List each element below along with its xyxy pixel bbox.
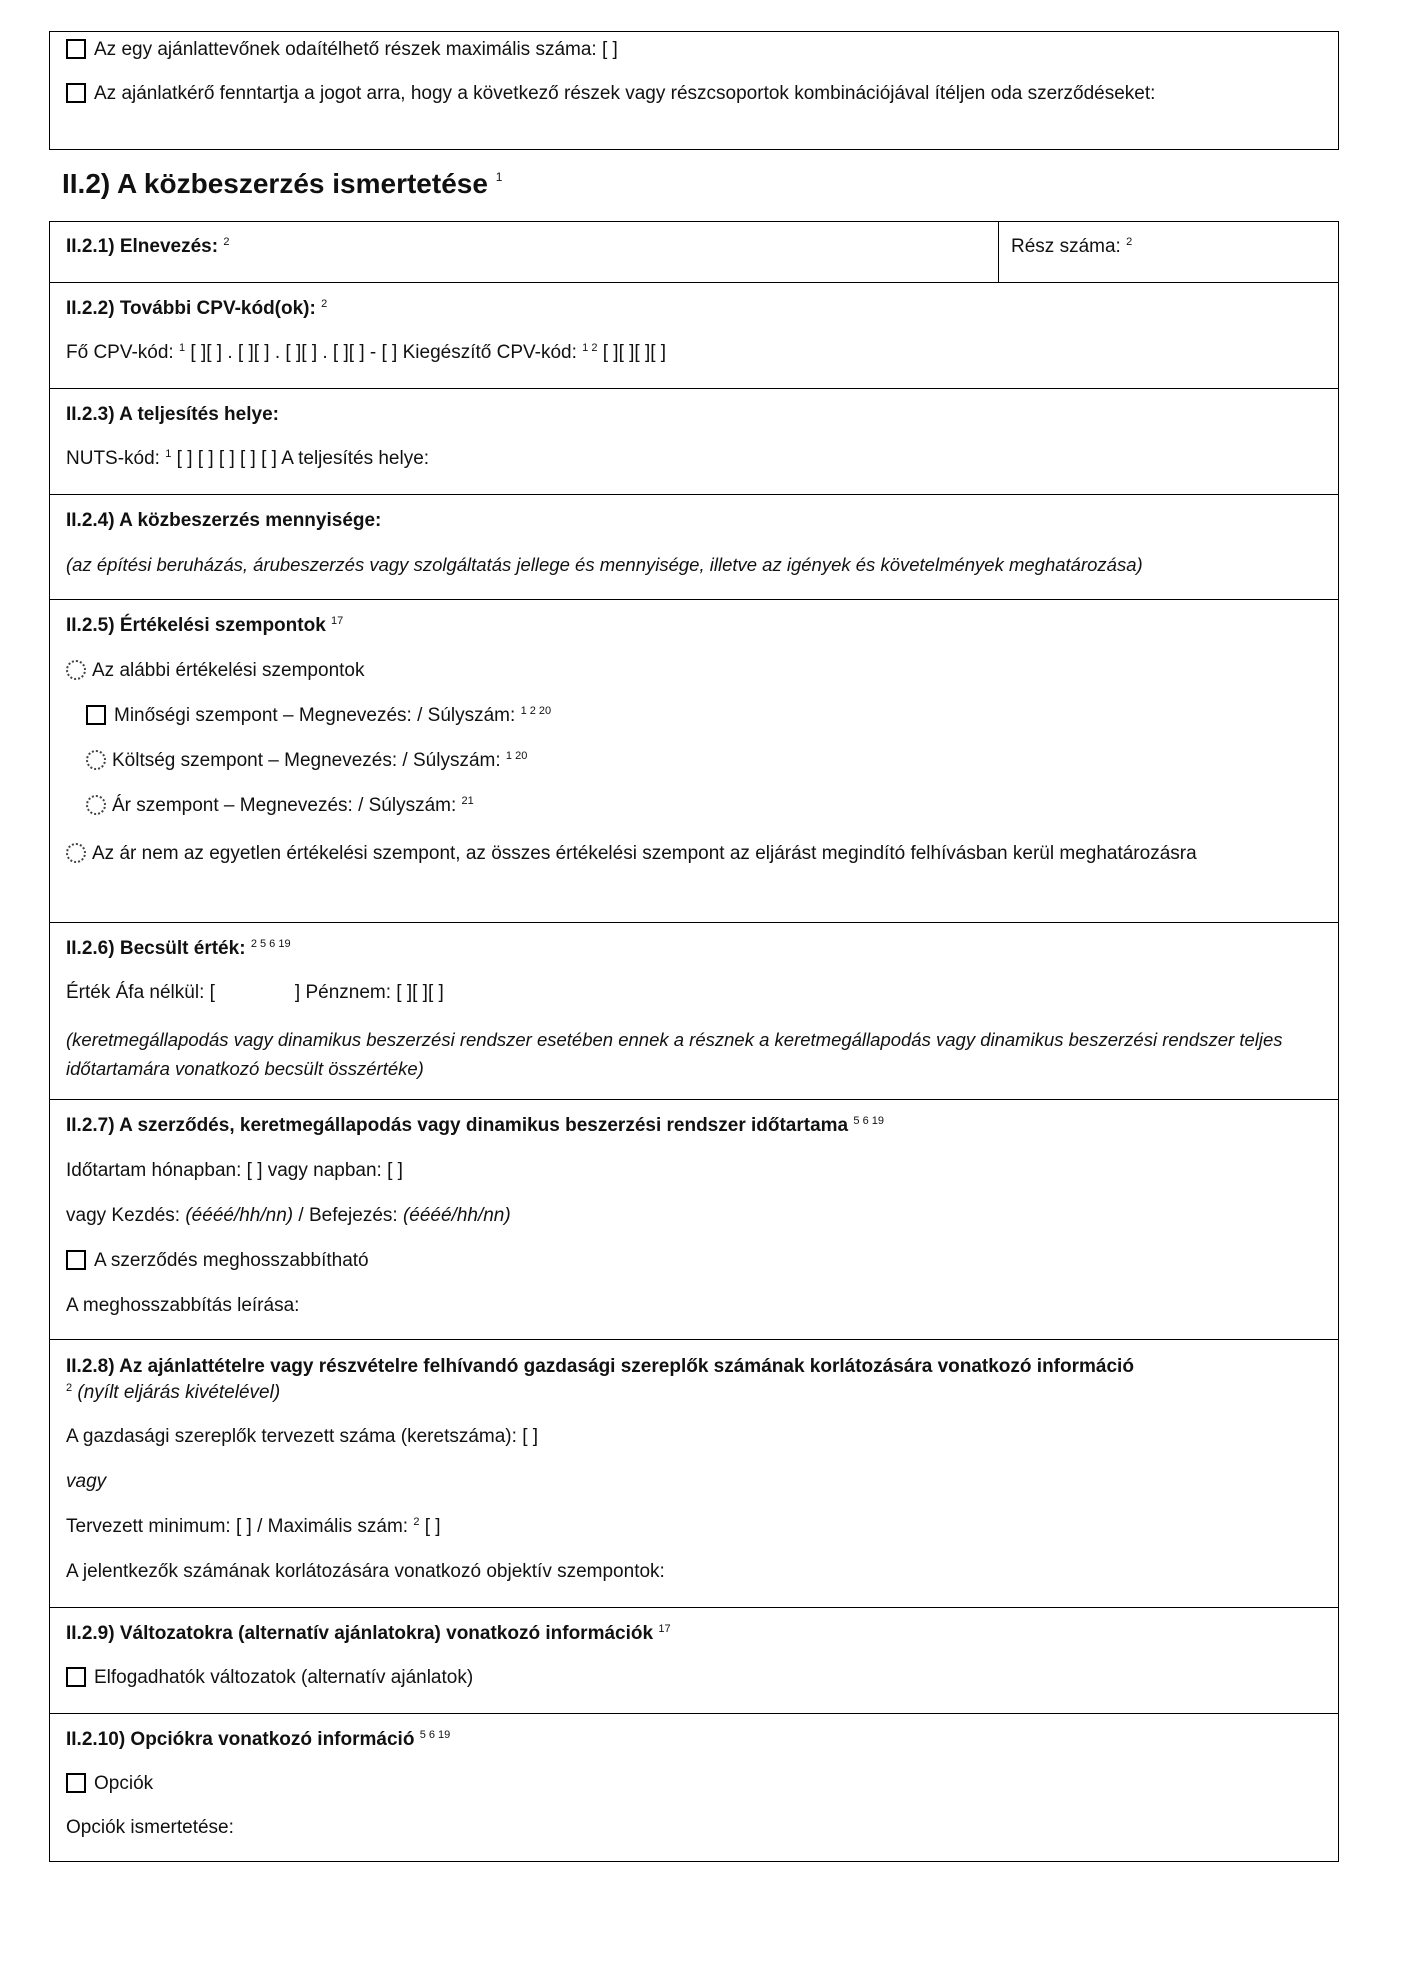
s2-title: II.2.2) További CPV-kód(ok):: [66, 298, 316, 319]
renewable-label: A szerződés meghosszabbítható: [94, 1250, 369, 1271]
price-sup: 21: [461, 795, 474, 807]
s3-title-row: [66, 403, 1326, 427]
planned-row: A gazdasági szereplők tervezett száma (keretszáma): [ ]: [66, 1426, 539, 1447]
price-label: Ár szempont – Megnevezés: / Súlyszám:: [112, 795, 457, 816]
alternatives-checkbox[interactable]: [66, 1667, 86, 1687]
top-box: [49, 31, 1339, 150]
s5-sup: 17: [331, 615, 344, 627]
renewable-checkbox[interactable]: [66, 1250, 86, 1270]
price-not-only-row: [66, 839, 1326, 868]
s8-note: (nyílt eljárás kivételével): [77, 1382, 281, 1403]
alternatives-label: Elfogadhatók változatok (alternatív ajánlatok): [94, 1667, 474, 1688]
nuts-row: [66, 447, 1326, 471]
options-label: Opciók: [94, 1773, 154, 1794]
section-2-2-5: [50, 599, 1338, 922]
s3-title: II.2.3) A teljesítés helye:: [66, 404, 279, 425]
title-cell: [50, 222, 999, 282]
criteria-below-radio[interactable]: [66, 660, 86, 680]
s2-title-row: [66, 297, 1326, 321]
price-not-only-label: Az ár nem az egyetlen értékelési szempont, az összes értékelési szempont az eljárást megindító felhívásban kerül meghatározásra: [92, 843, 1197, 864]
start-format: (éééé/hh/nn): [185, 1205, 294, 1226]
s4-title-row: [66, 509, 1326, 533]
s6-title-row: [66, 937, 1326, 961]
reserve-right-text: Az ajánlatkérő fenntartja a jogot arra, hogy a következő részek vagy részcsoportok kombinációjával ítéljen oda szerződéseket:: [94, 83, 1156, 104]
main-cpv-code: [ ][ ] . [ ][ ] . [ ][ ] . [ ][ ] - [ ]: [190, 342, 398, 363]
reserve-right-checkbox[interactable]: [66, 83, 86, 103]
s7-title-row: [66, 1114, 1326, 1138]
nuts-label: NUTS-kód:: [66, 448, 160, 469]
s4-desc: (az építési beruházás, árubeszerzés vagy szolgáltatás jellege és mennyisége, illetve az igények és követelmények meghatározása): [66, 554, 1143, 575]
renewable-row: [66, 1249, 1326, 1273]
s7-sup: 5 6 19: [853, 1115, 885, 1127]
main-cpv-sup: 1: [179, 342, 186, 354]
section-2-2-2: [50, 282, 1338, 388]
options-desc: Opciók ismertetése:: [66, 1817, 234, 1838]
s8-title: II.2.8) Az ajánlattételre vagy részvételre felhívandó gazdasági szereplők számának korlátozására vonatkozó információ: [66, 1356, 1134, 1377]
start-end-row: [66, 1204, 1326, 1228]
renewal-desc: A meghosszabbítás leírása:: [66, 1295, 300, 1316]
max-parts-text: Az egy ajánlattevőnek odaítélhető részek maximális száma: [ ]: [94, 39, 618, 60]
s1-sup: 2: [223, 236, 230, 248]
quality-row: [66, 704, 1326, 728]
supp-cpv-label: Kiegészítő CPV-kód:: [402, 342, 577, 363]
s9-title-row: [66, 1622, 1326, 1646]
max-parts-checkbox[interactable]: [66, 39, 86, 59]
cost-label: Költség szempont – Megnevezés: / Súlyszám:: [112, 750, 501, 771]
part-number-cell: [999, 222, 1338, 282]
price-radio[interactable]: [86, 795, 106, 815]
nuts-code: [ ] [ ] [ ] [ ] [ ]: [176, 448, 277, 469]
section-2-2-7: [50, 1099, 1338, 1339]
section-2-2-3: [50, 388, 1338, 494]
cost-sup: 1 20: [505, 750, 528, 762]
cost-row: [66, 749, 1326, 773]
s10-sup: 5 6 19: [419, 1729, 451, 1741]
s2-sup: 2: [321, 298, 328, 310]
s5-title: II.2.5) Értékelési szempontok: [66, 615, 326, 636]
criteria-option-row: [66, 659, 1326, 683]
price-not-only-radio[interactable]: [66, 843, 86, 863]
minmax-row: [66, 1515, 1326, 1539]
place-label: A teljesítés helye:: [281, 448, 430, 469]
price-row: [66, 794, 1326, 818]
s1-title: II.2.1) Elnevezés:: [66, 236, 219, 257]
reserve-right-row: [66, 80, 1326, 108]
main-cpv-label: Fő CPV-kód:: [66, 342, 174, 363]
s9-sup: 17: [658, 1623, 671, 1635]
minmax-post: [ ]: [424, 1516, 441, 1537]
criteria-row: A jelentkezők számának korlátozására vonatkozó objektív szempontok:: [66, 1561, 665, 1582]
s6-title: II.2.6) Becsült érték:: [66, 938, 246, 959]
options-row: [66, 1772, 1326, 1796]
section-2-2-4: [50, 494, 1338, 599]
section-2-2-1: [50, 222, 1338, 282]
section-heading-title: II.2) A közbeszerzés ismertetése: [62, 168, 488, 199]
section-2-2-6: [50, 922, 1338, 1099]
max-parts-row: [66, 38, 1326, 62]
s6-desc: (keretmegállapodás vagy dinamikus beszerzési rendszer esetében ennek a résznek a keretmegállapodás vagy dinamikus beszerzési rendszer teljes időtartamára vonatkozó becsült összértéke): [66, 1029, 1283, 1079]
value-row: [66, 981, 1326, 1005]
s9-title: II.2.9) Változatokra (alternatív ajánlatokra) vonatkozó információk: [66, 1623, 654, 1644]
s5-title-row: [66, 614, 1326, 638]
supp-cpv-sup: 1 2: [582, 342, 598, 354]
main-box: [49, 221, 1339, 1862]
section-2-2-8: [50, 1339, 1338, 1607]
part-number-sup: 2: [1126, 236, 1133, 248]
s6-sup: 2 5 6 19: [250, 938, 291, 950]
criteria-below-label: Az alábbi értékelési szempontok: [92, 660, 365, 681]
s8-title-row: [66, 1354, 1326, 1406]
s10-title: II.2.10) Opciókra vonatkozó információ: [66, 1729, 415, 1750]
s8-sup: 2: [66, 1382, 73, 1394]
section-2-2-10: [50, 1713, 1338, 1863]
or-row: vagy: [66, 1471, 107, 1492]
cpv-row: [66, 341, 1326, 365]
quality-label: Minőségi szempont – Megnevezés: / Súlyszám:: [114, 705, 516, 726]
cost-radio[interactable]: [86, 750, 106, 770]
minmax-label: Tervezett minimum: [ ] / Maximális szám:: [66, 1516, 409, 1537]
section-2-2-9: [50, 1607, 1338, 1713]
currency-label: ] Pénznem: [ ][ ][ ]: [294, 982, 444, 1003]
options-checkbox[interactable]: [66, 1773, 86, 1793]
minmax-sup: 2: [413, 1516, 420, 1528]
end-label: / Befejezés:: [298, 1205, 398, 1226]
value-label: Érték Áfa nélkül: [: [66, 982, 215, 1003]
part-number-label: Rész száma:: [1011, 236, 1121, 257]
quality-sup: 1 2 20: [520, 705, 552, 717]
section-heading-sup: 1: [495, 170, 503, 184]
s10-title-row: [66, 1728, 1326, 1752]
s7-title: II.2.7) A szerződés, keretmegállapodás vagy dinamikus beszerzési rendszer időtartama: [66, 1115, 849, 1136]
start-label: vagy Kezdés:: [66, 1205, 181, 1226]
s4-title: II.2.4) A közbeszerzés mennyisége:: [66, 510, 382, 531]
duration-row: Időtartam hónapban: [ ] vagy napban: [ ]: [66, 1160, 403, 1181]
section-heading: [62, 168, 502, 200]
quality-checkbox[interactable]: [86, 705, 106, 725]
end-format: (éééé/hh/nn): [402, 1205, 511, 1226]
alternatives-row: [66, 1666, 1326, 1690]
nuts-sup: 1: [165, 448, 172, 460]
supp-cpv-code: [ ][ ][ ][ ]: [602, 342, 667, 363]
